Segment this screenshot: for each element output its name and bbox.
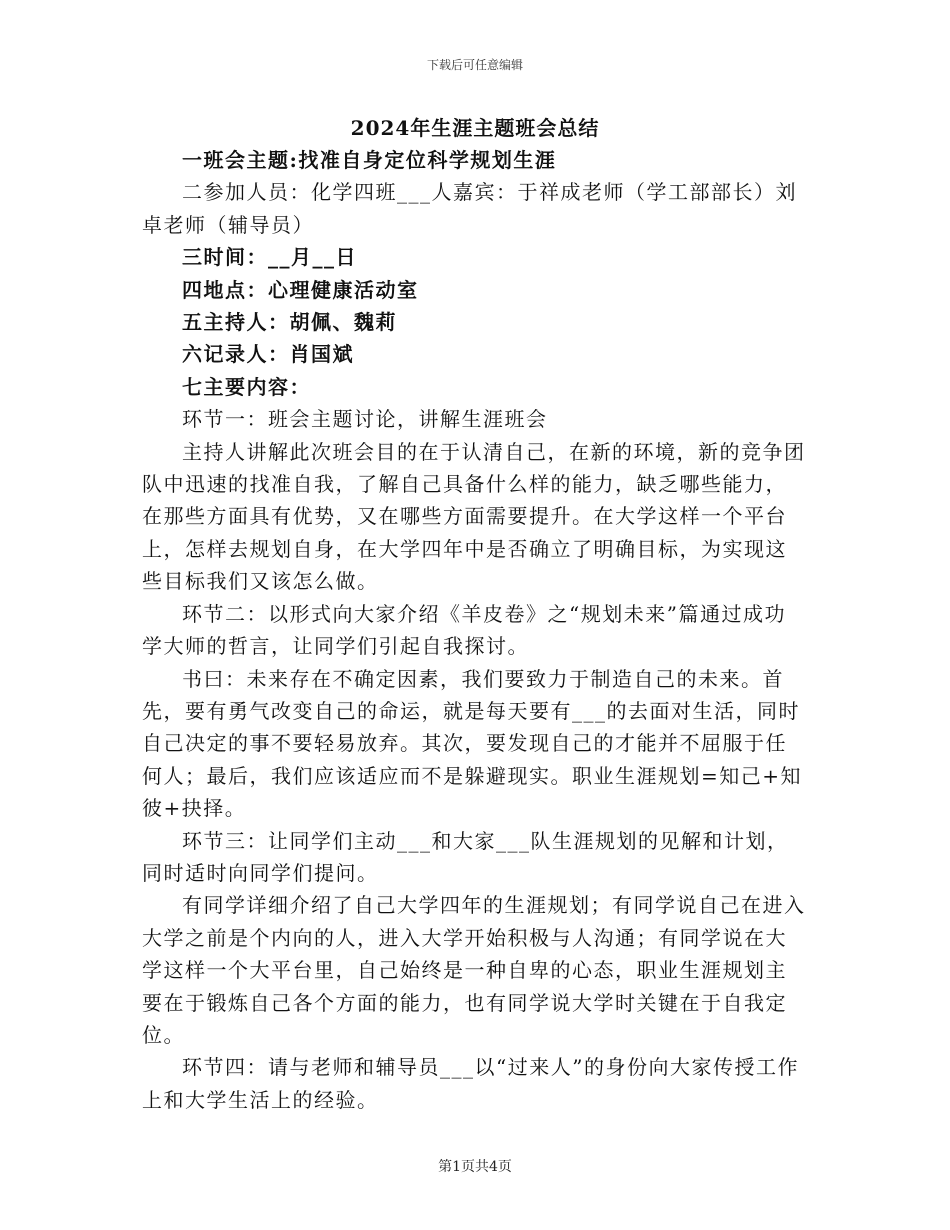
page-number: 第1页共4页 bbox=[438, 1159, 512, 1175]
paragraph-section-four: 环节四：请与老师和辅导员___以“过来人”的身份向大家传授工作上和大学生活上的经验。 bbox=[142, 1055, 799, 1112]
paragraph-section-two: 环节二：以形式向大家介绍《羊皮卷》之“规划未来”篇通过成功学大师的哲言，让同学们引起自我探讨。 bbox=[142, 601, 786, 659]
paragraph-student-sharing: 有同学详细介绍了自己大学四年的生涯规划；有同学说自己在进入大学之前是个内向的人，进入大学开始积极与人沟通；有同学说在大学这样一个大平台里，自己始终是一种自卑的心态，职业生涯规划主要在于锻炼自己各个方面的能力，也有同学说大学时关键在于自我定位。 bbox=[142, 893, 806, 1047]
paragraph-topic: 一班会主题:找准自身定位科学规划生涯 bbox=[182, 148, 557, 172]
paragraph-participants: 二参加人员：化学四班___人嘉宾：于祥成老师（学工部部长）刘卓老师（辅导员） bbox=[142, 180, 797, 237]
paragraph-book-quote: 书曰：未来存在不确定因素，我们要致力于制造自己的未来。首先，要有勇气改变自己的命运，就是每天要有___的去面对生活，同时自己决定的事不要轻易放弃。其次，要发现自己的才能并不屈服于任何人；最后，我们应该适应而不是躲避现实。职业生涯规划=知己+知彼+抉择。 bbox=[142, 666, 803, 821]
paragraph-section-one: 环节一：班会主题讨论，讲解生涯班会 bbox=[182, 407, 548, 432]
document-title: 2024年生涯主题班会总结 bbox=[350, 116, 600, 140]
header-note: 下载后可任意编辑 bbox=[426, 58, 523, 72]
paragraph-hosts: 五主持人：胡佩、魏莉 bbox=[182, 310, 397, 335]
paragraph-location: 四地点：心理健康活动室 bbox=[182, 277, 419, 302]
document-body bbox=[142, 144, 807, 1116]
paragraph-recorder: 六记录人：肖国斌 bbox=[182, 342, 354, 367]
paragraph-host-explanation: 主持人讲解此次班会目的在于认清自己，在新的环境，新的竞争团队中迅速的找准自我，了解自己具备什么样的能力，缺乏哪些能力，在那些方面具有优势，又在哪些方面需要提升。在大学这样一个平台上，怎样去规划自身，在大学四年中是否确立了明确目标，为实现这些目标我们又该怎么做。 bbox=[142, 439, 806, 594]
paragraph-time: 三时间：__月__日 bbox=[182, 245, 357, 270]
paragraph-main-content-heading: 七主要内容： bbox=[182, 374, 311, 399]
paragraph-section-three: 环节三：让同学们主动___和大家___队生涯规划的见解和计划，同时适时向同学们提问。 bbox=[142, 828, 789, 885]
